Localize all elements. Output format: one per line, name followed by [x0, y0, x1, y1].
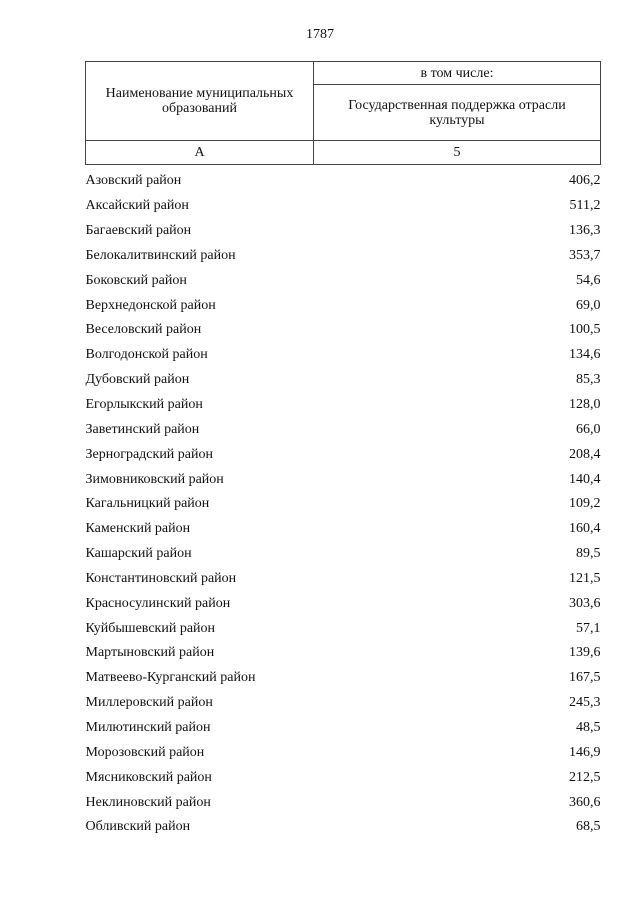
- culture-support-value: 353,7: [569, 247, 601, 263]
- culture-support-value: 139,6: [569, 645, 601, 661]
- header-municipality-name: Наименование муниципальных образований: [86, 62, 314, 141]
- table-row: [86, 542, 601, 567]
- culture-support-value: 160,4: [569, 521, 601, 537]
- municipality-name: Аксайский район: [85, 198, 189, 214]
- header-code-value: 5: [314, 141, 601, 165]
- table-row: [86, 666, 601, 691]
- header-culture-support: Государственная поддержка отрасли культуры: [314, 85, 601, 141]
- culture-support-value: 128,0: [569, 397, 601, 413]
- municipality-name: Миллеровский район: [85, 695, 213, 711]
- table-row: [86, 765, 601, 790]
- municipality-name: Заветинский район: [85, 421, 200, 437]
- municipality-name: Матвеево-Курганский район: [85, 670, 256, 686]
- table-header: [86, 62, 601, 165]
- culture-support-value: 57,1: [576, 620, 601, 636]
- municipality-name: Константиновский район: [85, 570, 237, 586]
- municipality-name: Азовский район: [85, 173, 182, 189]
- table-row: [86, 815, 601, 840]
- municipality-name: Веселовский район: [85, 322, 202, 338]
- municipality-name: Неклиновский район: [85, 794, 211, 810]
- municipality-name: Мясниковский район: [85, 769, 212, 785]
- municipality-name: Волгодонской район: [85, 347, 208, 363]
- municipality-name: Обливский район: [85, 819, 191, 835]
- culture-support-value: 69,0: [576, 297, 601, 313]
- culture-support-value: 136,3: [569, 223, 601, 239]
- table-row: [86, 641, 601, 666]
- table-row: [86, 691, 601, 716]
- culture-support-value: 89,5: [576, 546, 601, 562]
- budget-table: [85, 61, 601, 840]
- table-row: [86, 716, 601, 741]
- culture-support-value: 48,5: [576, 719, 601, 735]
- municipality-name: Каменский район: [85, 521, 191, 537]
- culture-support-value: 360,6: [569, 794, 601, 810]
- culture-support-value: 406,2: [569, 173, 601, 189]
- page-number: 1787: [306, 27, 334, 42]
- culture-support-value: 511,2: [569, 198, 601, 214]
- table-row: [86, 219, 601, 244]
- municipality-name: Мартыновский район: [85, 645, 215, 661]
- table-row: [86, 318, 601, 343]
- table-row: [86, 467, 601, 492]
- culture-support-value: 109,2: [569, 496, 601, 512]
- culture-support-value: 208,4: [569, 446, 601, 462]
- table-row: [86, 169, 601, 194]
- table-row: [86, 244, 601, 269]
- municipality-name: Кагальницкий район: [85, 496, 210, 512]
- municipality-name: Белокалитвинский район: [85, 247, 236, 263]
- table-row: [86, 393, 601, 418]
- municipality-name: Кашарский район: [85, 546, 192, 562]
- culture-support-value: 167,5: [569, 670, 601, 686]
- culture-support-value: 68,5: [576, 819, 601, 835]
- culture-support-value: 66,0: [576, 421, 601, 437]
- culture-support-value: 121,5: [569, 570, 601, 586]
- municipality-name: Дубовский район: [85, 372, 190, 388]
- table-body: [86, 165, 601, 840]
- culture-support-value: 212,5: [569, 769, 601, 785]
- culture-support-value: 100,5: [569, 322, 601, 338]
- municipality-name: Милютинский район: [85, 719, 211, 735]
- table-row: [86, 517, 601, 542]
- table-row: [86, 194, 601, 219]
- municipality-name: Боковский район: [85, 272, 187, 288]
- municipality-name: Верхнедонской район: [85, 297, 216, 313]
- table-row: [86, 790, 601, 815]
- culture-support-value: 245,3: [569, 695, 601, 711]
- culture-support-value: 146,9: [569, 744, 601, 760]
- table-row: [86, 616, 601, 641]
- table-row: [86, 492, 601, 517]
- culture-support-value: 85,3: [576, 372, 601, 388]
- table-row: [86, 268, 601, 293]
- culture-support-value: 140,4: [569, 471, 601, 487]
- culture-support-value: 54,6: [576, 272, 601, 288]
- table-row: [86, 343, 601, 368]
- table-row: [86, 740, 601, 765]
- municipality-name: Красносулинский район: [85, 595, 231, 611]
- municipality-name: Зерноградский район: [85, 446, 213, 462]
- table-row: [86, 368, 601, 393]
- table-row: [86, 293, 601, 318]
- header-code-name: А: [86, 141, 314, 165]
- municipality-name: Морозовский район: [85, 744, 205, 760]
- table-row: [86, 591, 601, 616]
- header-including: в том числе:: [314, 62, 601, 85]
- municipality-name: Багаевский район: [85, 223, 192, 239]
- table-row: [86, 442, 601, 467]
- table-row: [86, 567, 601, 592]
- table-row: [86, 417, 601, 442]
- municipality-name: Егорлыкский район: [85, 397, 203, 413]
- culture-support-value: 303,6: [569, 595, 601, 611]
- culture-support-value: 134,6: [569, 347, 601, 363]
- municipality-name: Куйбышевский район: [85, 620, 216, 636]
- municipality-name: Зимовниковский район: [85, 471, 224, 487]
